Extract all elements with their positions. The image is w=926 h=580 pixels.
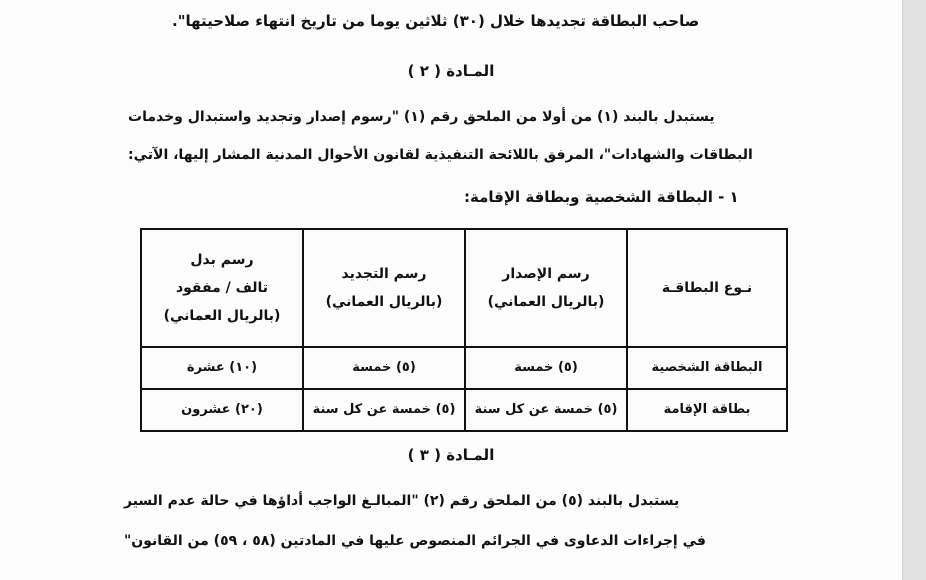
paragraph-line: في إجراءات الدعاوى في الجرائم المنصوص عليها في المادتين (٥٨ ، ٥٩) من القانون" (124, 533, 706, 549)
cell-card-type: البطاقة الشخصية (627, 347, 787, 389)
cell-issue-fee: (٥) خمسة (465, 347, 627, 389)
section-label: ١ - البطاقة الشخصية وبطاقة الإقامة: (464, 188, 739, 206)
header-replace-fee: رسم بدل تالف / مفقود (بالريال العماني) (141, 229, 303, 347)
paragraph-line: البطاقات والشهادات"، المرفق باللائحة التنفيذية لقانون الأحوال المدنية المشار إليها، الآتي: (128, 147, 753, 163)
article-3-heading: المـادة ( ٣ ) (407, 446, 495, 464)
table-header-row (141, 229, 787, 347)
cell-replace-fee: (١٠) عشرة (141, 347, 303, 389)
paragraph-line: يستبدل بالبند (٥) من الملحق رقم (٢) "المبالـغ الواجب أداؤها في حالة عدم السير (124, 493, 680, 509)
article-2-heading: المـادة ( ٢ ) (407, 62, 495, 80)
table-row (141, 347, 787, 389)
page-edge (902, 0, 926, 580)
paragraph-line: يستبدل بالبند (١) من أولا من الملحق رقم (١) "رسوم إصدار وتجديد واستبدال وخدمات (128, 109, 715, 125)
fees-table (140, 228, 788, 432)
header-renew-fee: رسم التجديد (بالريال العماني) (303, 229, 465, 347)
cell-renew-fee: (٥) خمسة (303, 347, 465, 389)
table-row (141, 389, 787, 431)
cell-issue-fee: (٥) خمسة عن كل سنة (465, 389, 627, 431)
header-card-type: نـوع البطاقـة (627, 229, 787, 347)
text-line: صاحب البطاقة تجديدها خلال (٣٠) ثلاثين يوما من تاريخ انتهاء صلاحيتها". (172, 12, 700, 30)
cell-replace-fee: (٢٠) عشرون (141, 389, 303, 431)
cell-renew-fee: (٥) خمسة عن كل سنة (303, 389, 465, 431)
cell-card-type: بطاقة الإقامة (627, 389, 787, 431)
header-issue-fee: رسم الإصدار (بالريال العماني) (465, 229, 627, 347)
